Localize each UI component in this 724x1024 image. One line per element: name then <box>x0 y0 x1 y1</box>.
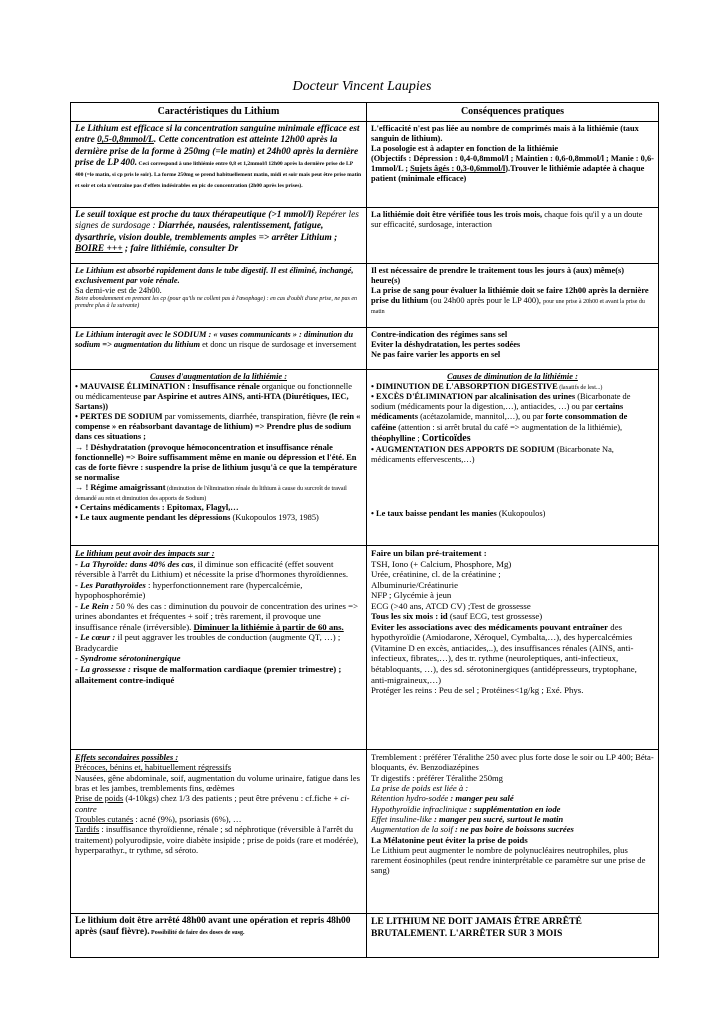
table-header-row <box>71 103 659 122</box>
column-header-consequences: Conséquences pratiques <box>367 103 659 122</box>
table-row <box>71 750 659 914</box>
cell-impacts: Le lithium peut avoir des impacts sur : - La Thyroïde: dans 40% des cas, il diminue son efficacité (effet souvent réversible à l'arrêt du Lithium) et nécessite la prise d'hormones thyroïdiennes. - Les Parathyroïdes : hyperfonctionnement rare (hypercalcémie, hypophosphorémie) - Le Rein : 50 % des cas : diminution du pouvoir de concentration des urines => urines abondantes et fréquentes + soif ; très rarement, il provoque une insuffisance rénale (irréversible). Diminuer la lithiémie à partir de 60 ans. - Le cœur : il peut aggraver les troubles de conduction (augmente QT, …) ; Bradycardie - Syndrome sérotoninergique - La grossesse : risque de malformation cardiaque (premier trimestre) ; allaitement contre-indiqué <box>71 546 367 750</box>
stop-warning-text: LE LITHIUM NE DOIT JAMAIS ÊTRE ARRÊTÉ BRUTALEMENT. L'ARRÊTER SUR 3 MOIS <box>371 916 582 939</box>
table-row <box>71 208 659 264</box>
cell-causes-increase: Causes d'augmentation de la lithiémie : • MAUVAISE ÉLIMINATION : Insuffisance rénale organique ou fonctionnelle ou médicamenteuse par Aspirine et autres AINS, anti-HTA (Diurétiques, IEC, Sartans)) • PERTES DE SODIUM par vomissements, diarrhée, transpiration, fièvre (le rein « compense » en réabsorbant davantage de lithium) => Prendre plus de sodium dans ces situations ; → ! Déshydratation (provoque hémoconcentration et insuffisance rénale fonctionnelle) => Boire suffisamment même en manie ou dépression et l'été. En cas de forte fièvre : suspendre la prise de lithium jusqu'à ce que la température se normalise → ! Régime amaigrissant (diminution de l'élimination rénale du lithium à cause du surcroît de travail demandé au rein et diminution des apports de Sodium) • Certains médicaments : Epitomax, Flagyl,… • Le taux augmente pendant les dépressions (Kukopoulos 1973, 1985) <box>71 370 367 546</box>
cell-absorption: Le Lithium est absorbé rapidement dans le tube digestif. Il est éliminé, inchangé, exclusivement par voie rénale. Sa demi-vie est de 24h00. Boire abondamment en prenant les cp (pour qu'ils ne collent pas à l'œsophage) : en cas d'oubli d'une prise, ne pas en prendre plus à la suivante) <box>71 264 367 328</box>
table-row <box>71 370 659 546</box>
cell-salt-advice: Contre-indication des régimes sans sel Eviter la déshydratation, les pertes sodées Ne pas faire varier les apports en sel <box>367 328 659 370</box>
cell-toxic-threshold: Le seuil toxique est proche du taux thérapeutique (>1 mmol/l) Repérer les signes de surdosage : Diarrhée, nausées, ralentissement, fatigue, dysarthrie, vision double, tremblements amples => arrêter Lithium ; BOIRE +++ ; faire lithiémie, consulter Dr <box>71 208 367 264</box>
side-effects-title: Effets secondaires possibles : <box>75 752 179 762</box>
causes-decrease-title: Causes de diminution de la lithiémie : <box>447 372 578 381</box>
column-header-characteristics: Caractéristiques du Lithium <box>71 103 367 122</box>
pretreatment-title: Faire un bilan pré-traitement : <box>371 548 487 558</box>
cell-causes-decrease: Causes de diminution de la lithiémie : • DIMINUTION DE L'ABSORPTION DIGESTIVE (laxatifs de lest...) • EXCÈS D'ÉLIMINATION par alcalinisation des urines (Bicarbonate de sodium (médicaments pour la digestion,…), antiacides, …) ou par certains médicaments (acétazolamide, mannitol,…), ou par forte consommation de caféine (attention : si arrêt brutal du café => augmentation de la lithiémie), théophylline ; Corticoïdes • AUGMENTATION DES APPORTS DE SODIUM (Bicarbonate Na, médicaments effervescents,…) • Le taux baisse pendant les manies (Kukopoulos) <box>367 370 659 546</box>
cell-monitoring: La lithiémie doit être vérifiée tous les trois mois, chaque fois qu'il y a un doute sur efficacité, surdosage, interaction <box>367 208 659 264</box>
cell-side-effects: Effets secondaires possibles : Précoces, bénins et, habituellement régressifs Nausées, gêne abdominale, soif, augmentation du volume urinaire, fatigue dans les bras et les jambes, tremblements fins, œdèmes Prise de poids (4-10kgs) chez 1/3 des patients ; peut être prévenu : cf.fiche + ci-contre Troubles cutanés : acné (9%), psoriasis (6%), … Tardifs : insuffisance thyroïdienne, rénale ; sd néphrotique (réversible à l'arrêt du traitement) polyurodipsie, voire diabète insipide ; prise de poids (rare et modérée), hyperparathyr., tr rythme, sd séroto. <box>71 750 367 914</box>
cell-side-effects-management: Tremblement : préférer Téralithe 250 avec plus forte dose le soir ou LP 400; Béta-bloquants, év. Benzodiazépines Tr digestifs : préférer Téralithe 250mg La prise de poids est liée à : Rétention hydro-sodée : manger peu salé Hypothyroïdie infraclinique : supplémentation en iode Effet insuline-like : manger peu sucré, surtout le matin Augmentation de la soif : ne pas boire de boissons sucrées La Mélatonine peut éviter la prise de poids Le Lithium peut augmenter le nombre de polynucléaires neutrophiles, plus rarement éosinophiles (peut rendre ininterprétable ce paramètre sur une prise de sang) <box>367 750 659 914</box>
document-title: Docteur Vincent Laupies <box>292 79 432 94</box>
cell-stop-warning <box>367 914 659 958</box>
table-row <box>71 546 659 750</box>
table-row <box>71 122 659 208</box>
table-row <box>71 914 659 958</box>
impacts-title: Le lithium peut avoir des impacts sur : <box>75 548 215 558</box>
cell-surgery: Le lithium doit être arrêté 48h00 avant une opération et repris 48h00 après (sauf fièvre). Possibilité de faire des doses de susg. <box>71 914 367 958</box>
cell-posology: L'efficacité n'est pas liée au nombre de comprimés mais à la lithiémie (taux sanguin de lithium). La posologie est à adapter en fonction de la lithiémie (Objectifs : Dépression : 0,4-0,8mmol/l ; Maintien : 0,6-0,8mmol/l ; Manie : 0,6-1mmol/L ; Sujets âgés : 0,3-0,6mmol/l).Trouver le lithiémie adaptée à chaque patient (minimale efficace) <box>367 122 659 208</box>
cell-sodium: Le Lithium interagit avec le SODIUM : « vases communicants » : diminution du sodium => augmentation du lithium et donc un risque de surdosage et inversement <box>71 328 367 370</box>
lithium-table <box>70 102 659 958</box>
cell-efficacy: Le Lithium est efficace si la concentration sanguine minimale efficace est entre 0,5-0,8mmol/L. Cette concentration est atteinte 12h00 après la dernière prise de la forme à 250mg (=le matin) et 24h00 après la dernière prise de LP 400. Ceci correspond à une lithiémie entre 0,8 et 1,2mmol/l 12h00 après la dernière prise de LP 400 (=le matin, si cp pris le soir). La forme 250mg se prend habituellement matin, midi et soir mais peut être prise matin et soir et cela n'entraîne pas d'effets indésirables en pic de concentration (2h00 après les prises). <box>71 122 367 208</box>
cell-pretreatment: Faire un bilan pré-traitement : TSH, Iono (+ Calcium, Phosphore, Mg) Urée, créatinine, cl. de la créatinine ; Albuminurie/Créatinurie NFP ; Glycémie à jeun ECG (>40 ans, ATCD CV) ;Test de grossesse Tous les six mois : id (sauf ECG, test grossesse) Eviter les associations avec des médicaments pouvant entraîner des hypothyroïdie (Amiodarone, Xéroquel, Cymbalta,…), des hypercalcémies (Vitamine D en excès, antiacides,..), des insuffisances rénales (AINS, anti-infectieux, fibrates,…), des tr. rythme (neuroleptiques, anti-infectieux, bétabloquants, …), des sd. sérotoninergiques (antidépresseurs, tryptophane, anti-migraineux,…) Protéger les reins : Peu de sel ; Protéines<1g/kg ; Exé. Phys. <box>367 546 659 750</box>
table-row <box>71 264 659 328</box>
concentration-range: 0,5-0,8mmol/L <box>97 135 154 146</box>
table-row <box>71 328 659 370</box>
cell-daily-intake: Il est nécessaire de prendre le traitement tous les jours à (aux) même(s) heure(s) La prise de sang pour évaluer la lithiémie doit se faire 12h00 après la dernière prise du lithium (ou 24h00 après pour le LP 400), pour une prise à 20h00 et avant la prise du matin <box>367 264 659 328</box>
causes-increase-title: Causes d'augmentation de la lithiémie : <box>149 372 288 381</box>
